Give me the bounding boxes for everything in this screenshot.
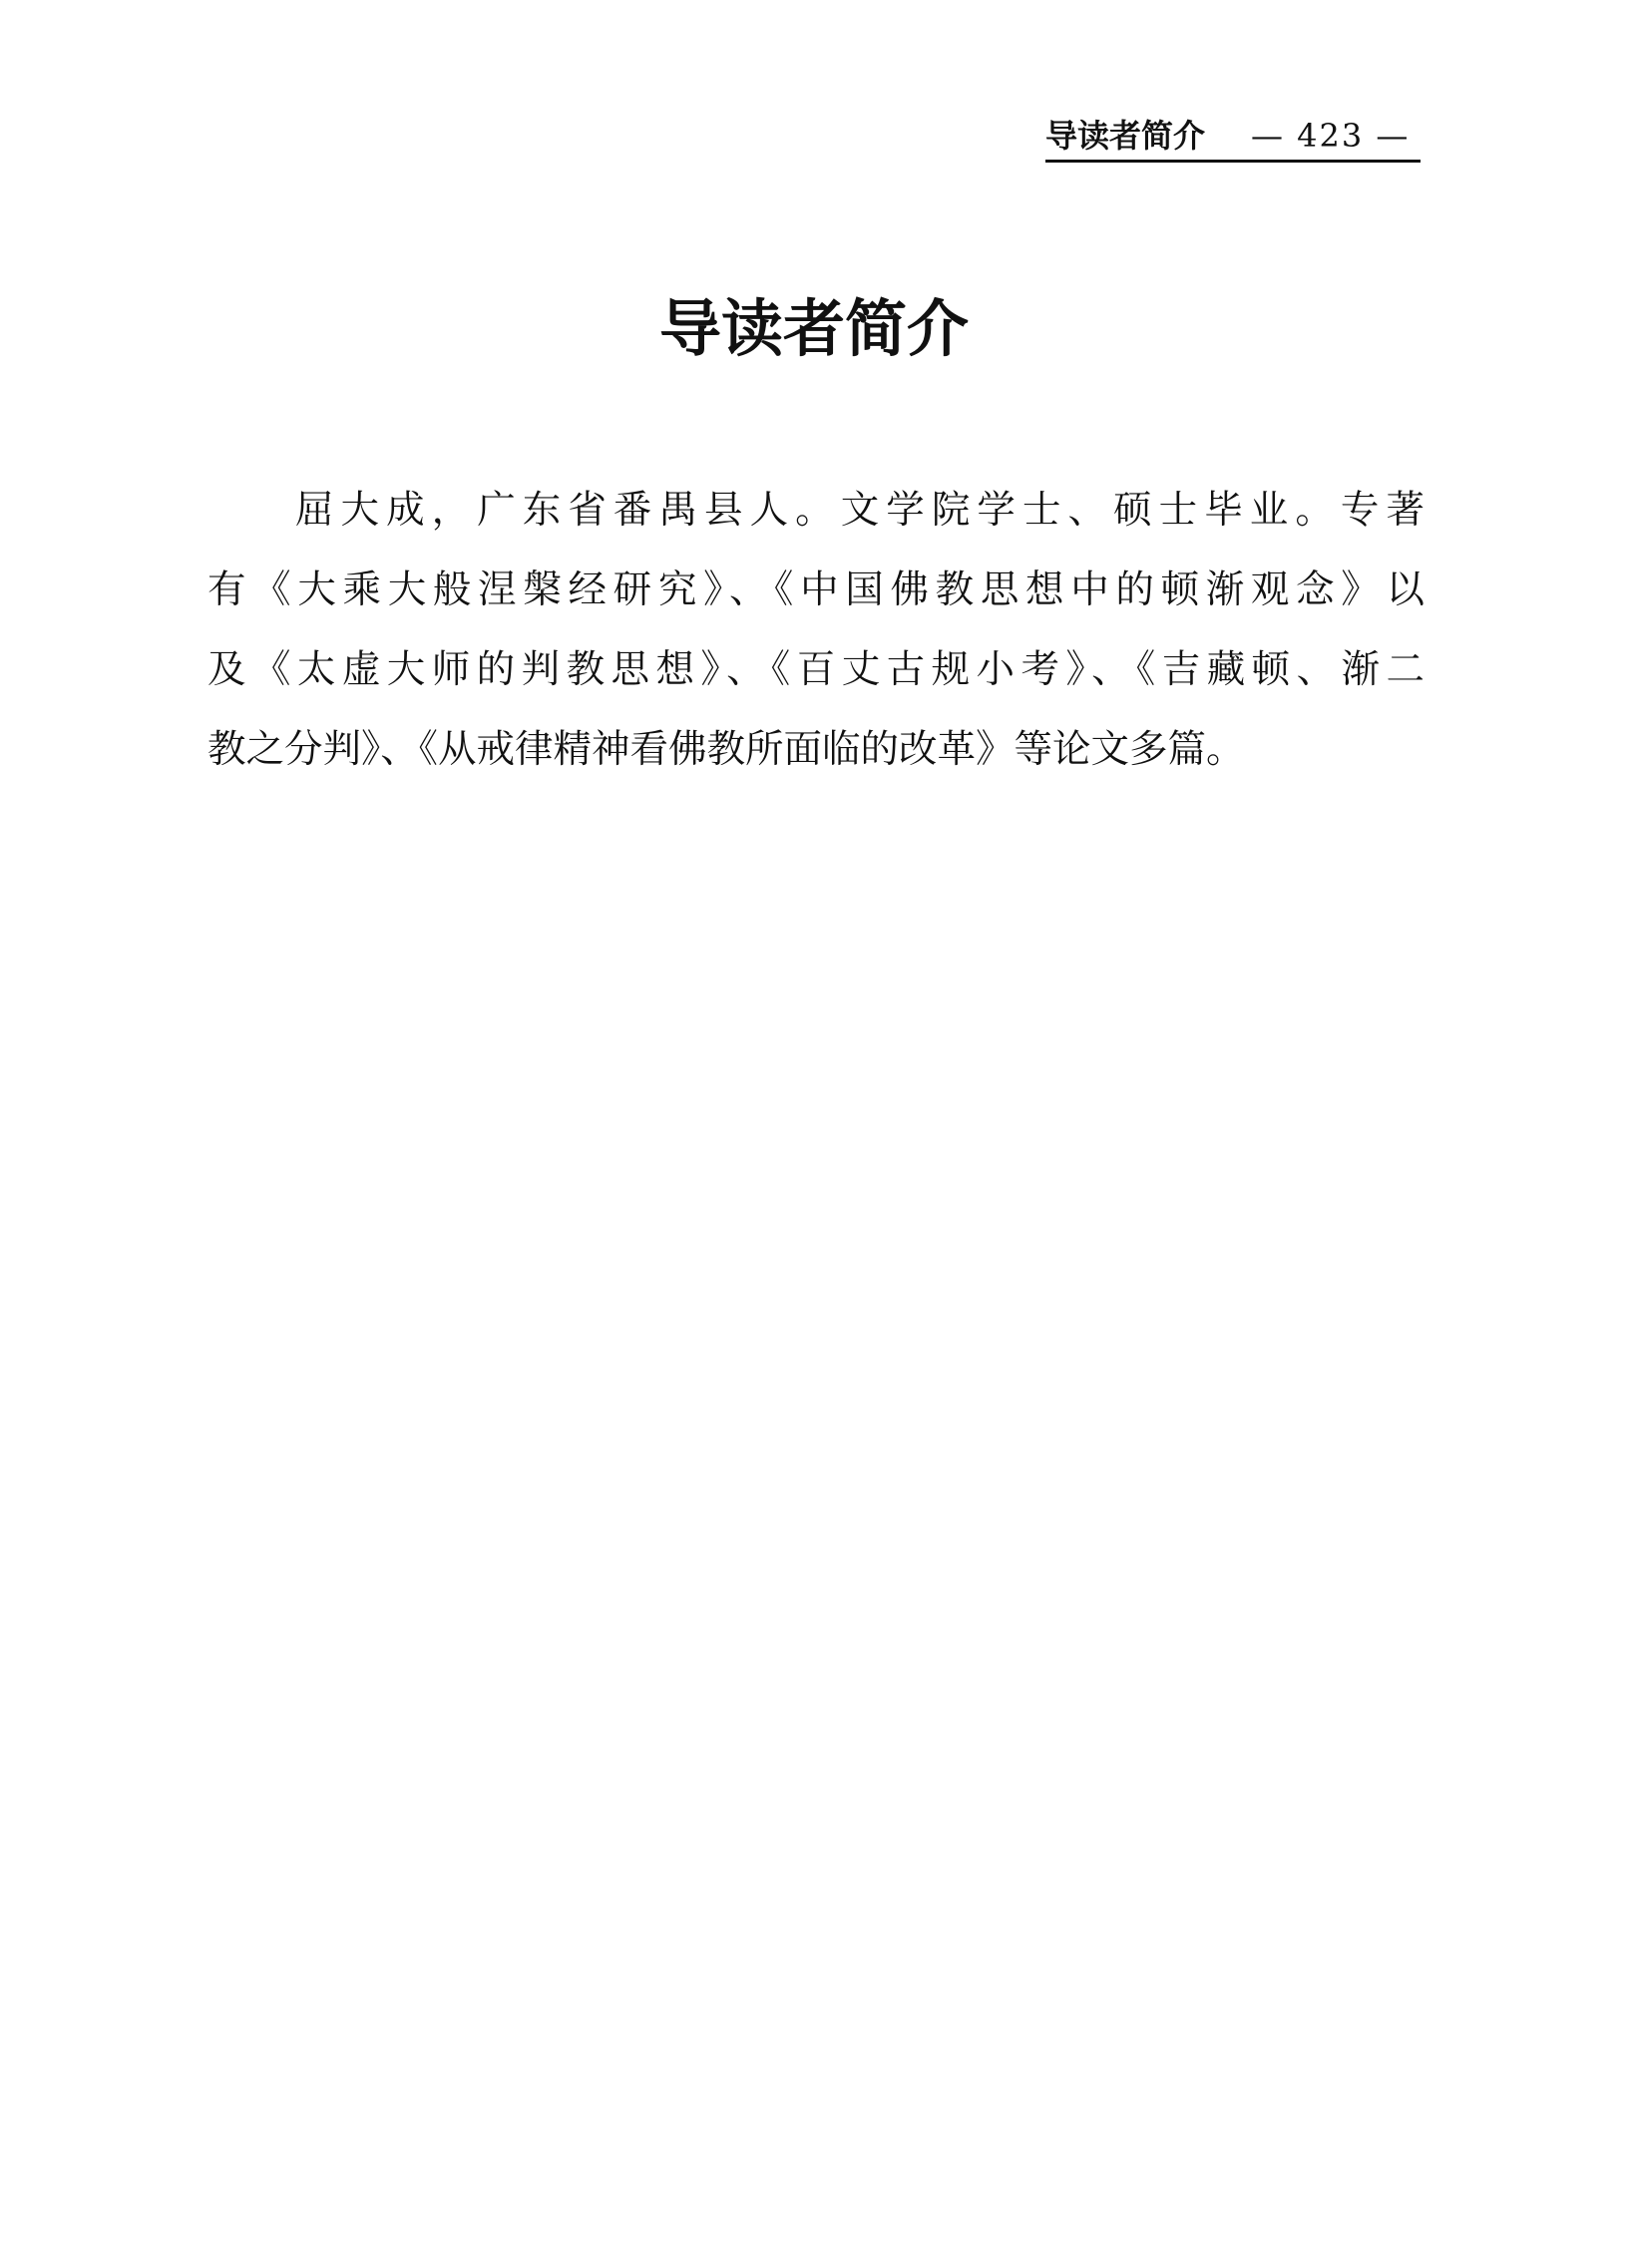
bio-line: 及《太虚大师的判教思想》、《百丈古规小考》、《吉藏顿、渐二: [207, 647, 1424, 692]
bio-line: 屈大成，广东省番禺县人。文学院学士、硕士毕业。专著: [295, 488, 1424, 533]
page-number: — 423 —: [1251, 117, 1411, 155]
running-head: [1045, 112, 1421, 163]
bio-line: 有《大乘大般涅槃经研究》、《中国佛教思想中的顿渐观念》以: [207, 567, 1424, 612]
running-head-title: 导读者简介: [1045, 117, 1206, 155]
page-title: 导读者简介: [658, 292, 969, 365]
bio-paragraph: [207, 471, 1424, 790]
bio-line: 教之分判》、《从戒律精神看佛教所面临的改革》等论文多篇。: [207, 727, 1245, 772]
